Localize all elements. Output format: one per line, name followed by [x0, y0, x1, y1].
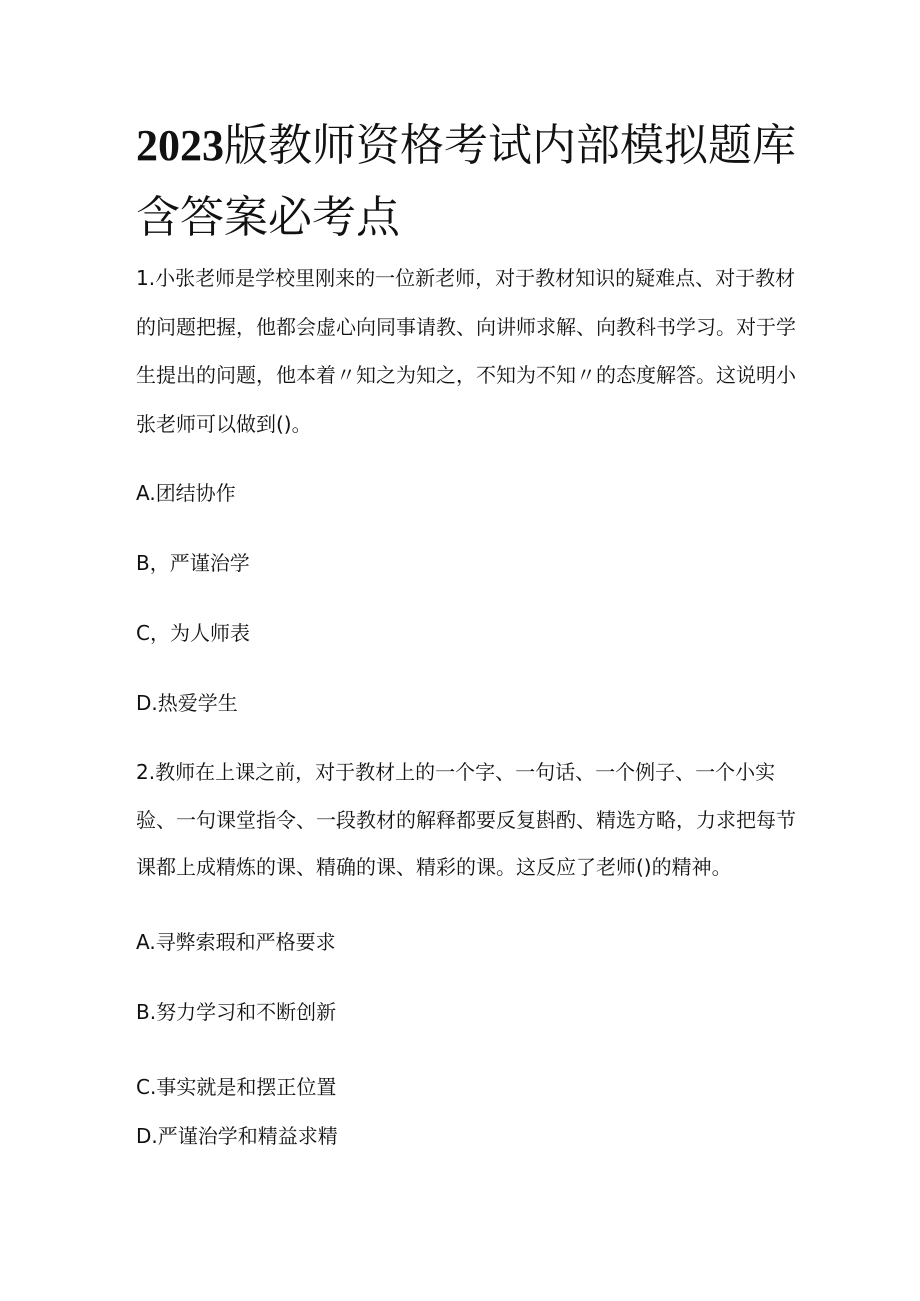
question-2-option-d: D.严谨治学和精益求精 [136, 1124, 338, 1148]
title-text: 版教师资格考试内部模拟题库含答案必考点 [136, 120, 796, 243]
question-2-option-c: C.事实就是和摆正位置 [136, 1075, 337, 1099]
question-1-option-a: A.团结协作 [136, 481, 236, 505]
question-1-option-c: C，为人师表 [136, 621, 250, 645]
question-1-option-b: B，严谨治学 [136, 551, 250, 575]
question-2-stem: 2.教师在上课之前，对于教材上的一个字、一句话、一个例子、一个小实验、一句课堂指令、一段教材的解释都要反复斟酌、精选方略，力求把每节课都上成精炼的课、精确的课、精彩的课。这反应了老师()的精神。 [136, 760, 796, 879]
question-1-stem: 1.小张老师是学校里刚来的一位新老师，对于教材知识的疑难点、对于教材的问题把握，他都会虚心向同事请教、向讲师求解、向教科书学习。对于学生提出的问题，他本着〃知之为知之，不知为不知〃的态度解答。这说明小张老师可以做到()。 [136, 266, 796, 436]
question-2-option-a: A.寻弊索瑕和严格要求 [136, 930, 336, 954]
document-title [136, 110, 796, 254]
title-year: 2023 [136, 121, 224, 170]
question-2-option-b: B.努力学习和不断创新 [136, 1000, 337, 1024]
question-1-option-d: D.热爱学生 [136, 691, 238, 715]
